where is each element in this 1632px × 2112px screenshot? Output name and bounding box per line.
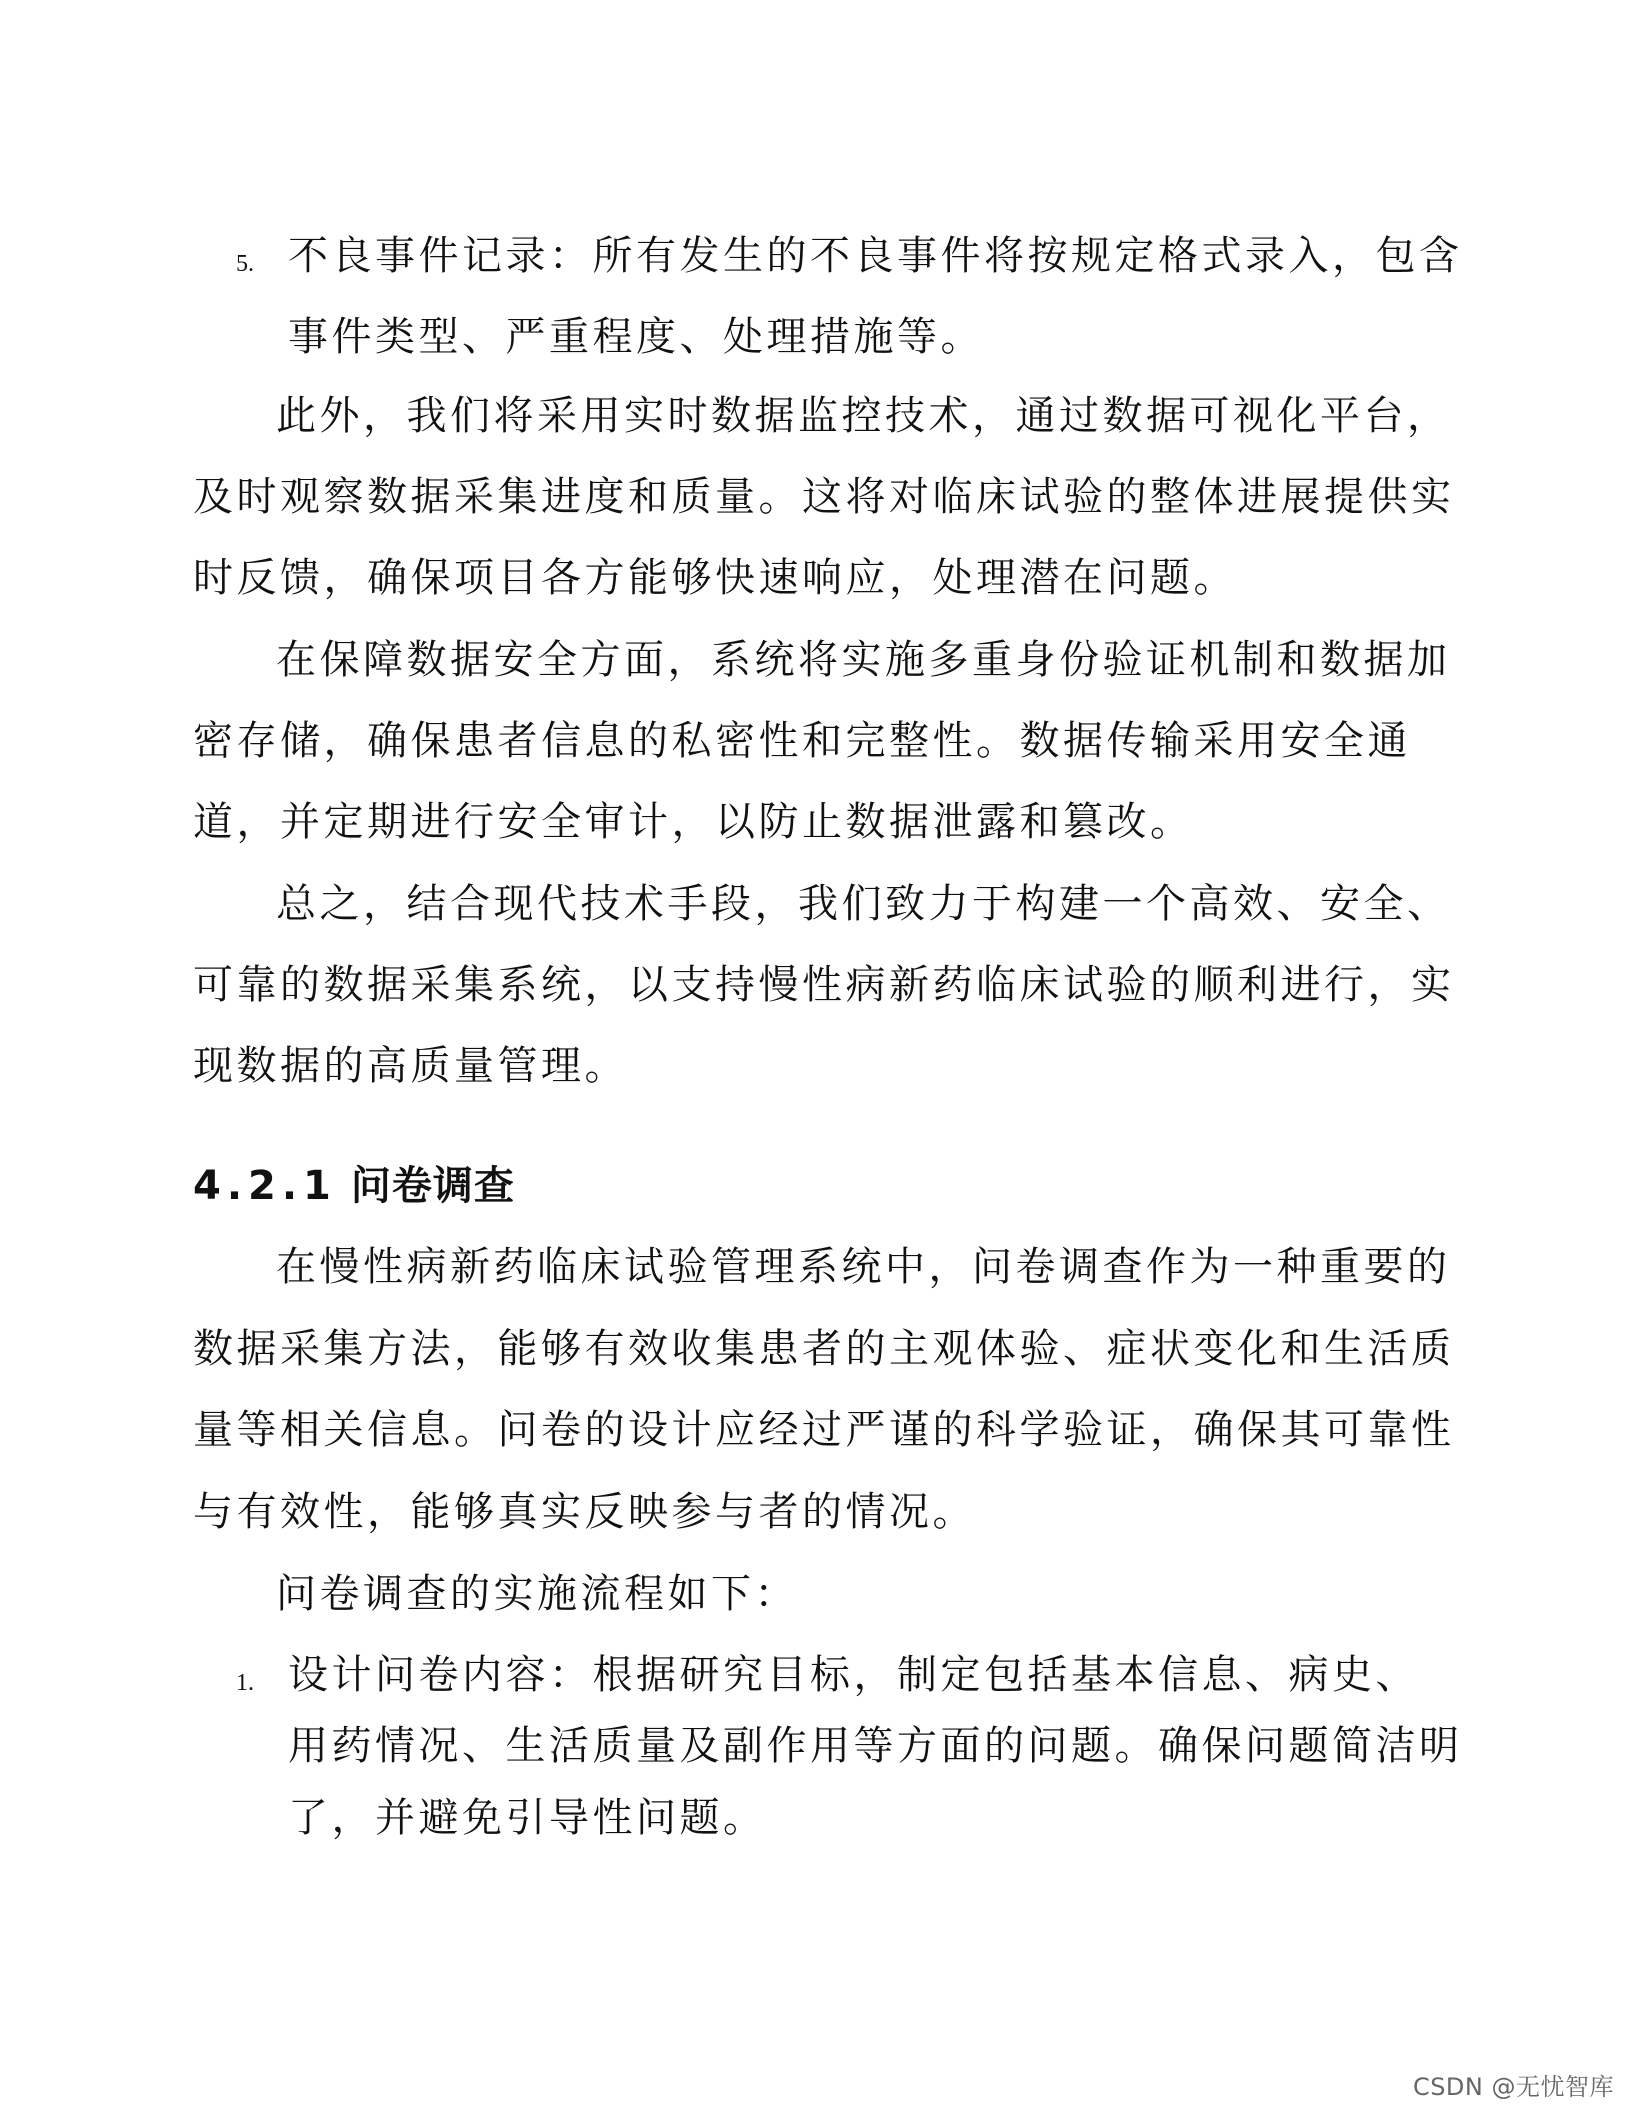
section-number: 4.2.1	[193, 1163, 337, 1209]
security-paragraph-line-3: 道，并定期进行安全审计，以防止数据泄露和篡改。	[193, 799, 1194, 845]
questionnaire-paragraph-line-4: 与有效性，能够真实反映参与者的情况。	[193, 1489, 976, 1535]
list-item-1-line-2: 用药情况、生活质量及副作用等方面的问题。确保问题简洁明	[288, 1723, 1463, 1769]
process-intro-line: 问卷调查的实施流程如下：	[276, 1571, 798, 1617]
section-heading	[193, 1158, 515, 1214]
questionnaire-paragraph-line-1: 在慢性病新药临床试验管理系统中，问卷调查作为一种重要的	[276, 1244, 1451, 1290]
list-item-5-line-1: 不良事件记录：所有发生的不良事件将按规定格式录入，包含	[288, 233, 1463, 279]
csdn-watermark: CSDN @无忧智库	[1412, 2073, 1614, 2101]
list-item-1-line-1: 设计问卷内容：根据研究目标，制定包括基本信息、病史、	[288, 1652, 1419, 1698]
summary-paragraph-line-2: 可靠的数据采集系统，以支持慢性病新药临床试验的顺利进行，实	[193, 962, 1455, 1008]
monitoring-paragraph-line-2: 及时观察数据采集进度和质量。这将对临床试验的整体进展提供实	[193, 474, 1455, 520]
summary-paragraph-line-3: 现数据的高质量管理。	[193, 1043, 628, 1089]
security-paragraph-line-2: 密存储，确保患者信息的私密性和完整性。数据传输采用安全通	[193, 718, 1411, 764]
questionnaire-paragraph-line-3: 量等相关信息。问卷的设计应经过严谨的科学验证，确保其可靠性	[193, 1407, 1455, 1453]
section-title: 问卷调查	[350, 1163, 515, 1209]
security-paragraph-line-1: 在保障数据安全方面，系统将实施多重身份验证机制和数据加	[276, 637, 1451, 683]
monitoring-paragraph-line-3: 时反馈，确保项目各方能够快速响应，处理潜在问题。	[193, 555, 1237, 601]
list-item-1-line-3: 了，并避免引导性问题。	[288, 1795, 767, 1841]
monitoring-paragraph-line-1: 此外，我们将采用实时数据监控技术，通过数据可视化平台，	[276, 393, 1451, 439]
list-number-5: 5.	[236, 251, 254, 277]
list-item-5-line-2: 事件类型、严重程度、处理措施等。	[288, 314, 984, 360]
questionnaire-paragraph-line-2: 数据采集方法，能够有效收集患者的主观体验、症状变化和生活质	[193, 1326, 1455, 1372]
summary-paragraph-line-1: 总之，结合现代技术手段，我们致力于构建一个高效、安全、	[276, 881, 1451, 927]
list-number-1: 1.	[236, 1670, 254, 1696]
